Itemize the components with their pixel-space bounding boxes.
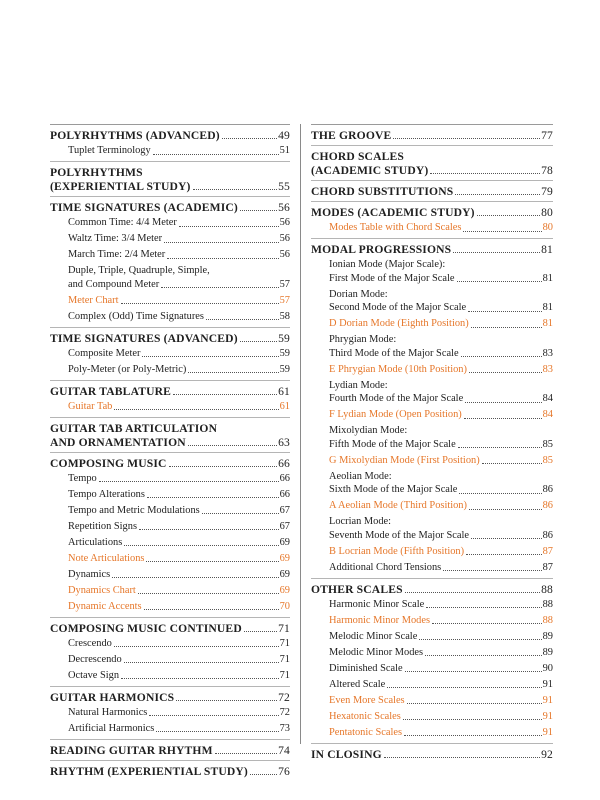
toc-entry[interactable] bbox=[311, 483, 553, 499]
page-number: 61 bbox=[279, 400, 290, 412]
page-number: 81 bbox=[542, 272, 553, 284]
leader-dots bbox=[99, 481, 279, 482]
leader-dots bbox=[443, 570, 541, 571]
page-number: 89 bbox=[542, 630, 553, 642]
toc-entry[interactable] bbox=[311, 646, 553, 662]
toc-entry-title: Harmonic Minor Modes bbox=[329, 614, 431, 626]
toc-section bbox=[311, 238, 553, 578]
toc-entry-title: F Lydian Mode (Open Position) bbox=[329, 409, 462, 420]
page-number: 81 bbox=[542, 318, 553, 329]
page-number: 83 bbox=[542, 347, 553, 359]
leader-dots bbox=[114, 646, 279, 647]
leader-dots bbox=[471, 327, 542, 328]
leader-dots bbox=[405, 592, 540, 593]
toc-entry[interactable] bbox=[50, 347, 290, 363]
toc-entry[interactable] bbox=[311, 678, 553, 694]
toc-entry-title: Natural Harmonics bbox=[68, 706, 148, 718]
toc-entry-line1: Locrian Mode: bbox=[329, 516, 392, 527]
page-number: 71 bbox=[278, 621, 290, 635]
page-number: 70 bbox=[279, 600, 290, 612]
section-heading[interactable] bbox=[50, 690, 290, 706]
section-heading-title: COMPOSING MUSIC CONTINUED bbox=[50, 621, 242, 635]
toc-entry-title: Composite Meter bbox=[68, 347, 141, 359]
page-number: 55 bbox=[278, 180, 290, 193]
page-number: 80 bbox=[541, 206, 553, 219]
section-heading-title: COMPOSING MUSIC bbox=[50, 456, 167, 470]
toc-entry-line1: Mixolydian Mode: bbox=[329, 425, 408, 436]
page-number: 91 bbox=[542, 694, 553, 706]
leader-dots bbox=[114, 409, 278, 410]
leader-dots bbox=[461, 356, 542, 357]
leader-dots bbox=[425, 655, 542, 656]
toc-entry-title: Modes Table with Chord Scales bbox=[329, 222, 462, 233]
toc-entry-title: Common Time: 4/4 Meter bbox=[68, 217, 177, 228]
page-number: 85 bbox=[542, 454, 553, 466]
toc-right-column bbox=[311, 124, 553, 764]
leader-dots bbox=[465, 402, 541, 403]
toc-entry-line1: Ionian Mode (Major Scale): bbox=[329, 259, 446, 270]
toc-section bbox=[50, 452, 290, 617]
section-heading-line1: GUITAR TAB ARTICULATION bbox=[50, 421, 218, 435]
toc-entry-title: Articulations bbox=[68, 536, 123, 548]
toc-entry-title: Guitar Tab bbox=[68, 400, 113, 412]
toc-entry-highlighted[interactable] bbox=[311, 694, 553, 710]
leader-dots bbox=[453, 252, 540, 253]
page-number: 88 bbox=[542, 598, 553, 610]
toc-entry-title: Decrescendo bbox=[68, 653, 122, 665]
toc-entry-title: Harmonic Minor Scale bbox=[329, 598, 425, 610]
page-number: 67 bbox=[279, 504, 290, 516]
section-heading[interactable] bbox=[50, 128, 290, 144]
toc-entry-title: E Phrygian Mode (10th Position) bbox=[329, 363, 467, 375]
toc-entry-title: Fifth Mode of the Major Scale bbox=[329, 438, 456, 450]
toc-entry-highlighted[interactable] bbox=[311, 499, 553, 515]
section-heading[interactable] bbox=[50, 456, 290, 472]
page-number: 74 bbox=[278, 743, 290, 757]
toc-section bbox=[50, 686, 290, 739]
toc-section bbox=[50, 380, 290, 417]
toc-section bbox=[50, 417, 290, 452]
leader-dots bbox=[179, 226, 279, 227]
toc-entry[interactable] bbox=[50, 669, 290, 685]
toc-entry-title: March Time: 2/4 Meter bbox=[68, 249, 166, 260]
page-number: 85 bbox=[542, 438, 553, 450]
page-number: 56 bbox=[278, 201, 290, 214]
toc-entry-title: First Mode of the Major Scale bbox=[329, 272, 455, 284]
leader-dots bbox=[149, 715, 278, 716]
page-number: 69 bbox=[279, 584, 290, 596]
section-heading-title: RHYTHM (EXPERIENTIAL STUDY) bbox=[50, 764, 248, 778]
leader-dots bbox=[112, 577, 278, 578]
page-number: 91 bbox=[542, 710, 553, 722]
toc-entry[interactable] bbox=[311, 529, 553, 545]
leader-dots bbox=[146, 561, 278, 562]
section-heading-title: TIME SIGNATURES (ACADEMIC) bbox=[50, 201, 238, 214]
page-number: 86 bbox=[542, 529, 553, 541]
leader-dots bbox=[455, 194, 540, 195]
toc-entry-line1: Aeolian Mode: bbox=[329, 470, 392, 482]
leader-dots bbox=[419, 639, 541, 640]
toc-entry-title: Tempo bbox=[68, 472, 97, 484]
leader-dots bbox=[124, 662, 279, 663]
page-number: 57 bbox=[279, 294, 290, 306]
section-heading-title: IN CLOSING bbox=[311, 747, 382, 761]
page-number: 58 bbox=[279, 310, 290, 322]
leader-dots bbox=[156, 731, 278, 732]
toc-section bbox=[311, 743, 553, 764]
toc-entry-line1: Dorian Mode: bbox=[329, 288, 388, 300]
section-heading[interactable] bbox=[311, 747, 553, 763]
toc-entry[interactable] bbox=[50, 536, 290, 552]
toc-section bbox=[311, 578, 553, 743]
toc-entry-highlighted[interactable] bbox=[50, 400, 290, 416]
toc-entry-title: Second Mode of the Major Scale bbox=[329, 302, 467, 313]
toc-section bbox=[50, 196, 290, 327]
page-number: 56 bbox=[279, 217, 290, 228]
toc-entry-title: Fourth Mode of the Major Scale bbox=[329, 393, 464, 404]
leader-dots bbox=[384, 757, 540, 758]
toc-entry[interactable] bbox=[311, 392, 553, 408]
page-number: 61 bbox=[278, 384, 290, 398]
leader-dots bbox=[404, 735, 542, 736]
toc-entry-title: Dynamics bbox=[68, 568, 111, 580]
toc-section bbox=[311, 180, 553, 201]
toc-entry-title: Dynamic Accents bbox=[68, 600, 142, 612]
page-number: 63 bbox=[278, 435, 290, 449]
toc-entry-title: Third Mode of the Major Scale bbox=[329, 347, 459, 359]
page-number: 78 bbox=[541, 164, 553, 177]
page-number: 76 bbox=[278, 764, 290, 778]
section-heading[interactable] bbox=[311, 128, 553, 144]
toc-entry[interactable] bbox=[50, 216, 290, 232]
leader-dots bbox=[176, 700, 277, 701]
toc-entry[interactable] bbox=[50, 504, 290, 520]
toc-entry-highlighted[interactable] bbox=[311, 710, 553, 726]
page-number: 71 bbox=[279, 637, 290, 649]
toc-entry-highlighted[interactable] bbox=[311, 221, 553, 237]
toc-entry[interactable] bbox=[50, 637, 290, 653]
page-number: 72 bbox=[279, 706, 290, 718]
leader-dots bbox=[403, 719, 542, 720]
toc-entry-title: Complex (Odd) Time Signatures bbox=[68, 310, 204, 322]
section-heading[interactable] bbox=[50, 179, 290, 195]
toc-entry[interactable] bbox=[50, 722, 290, 738]
toc-entry-title: Poly-Meter (or Poly-Metric) bbox=[68, 363, 187, 375]
toc-entry[interactable] bbox=[50, 232, 290, 248]
leader-dots bbox=[164, 242, 278, 243]
page-number: 81 bbox=[541, 243, 553, 256]
page-number: 80 bbox=[542, 222, 553, 233]
page-number: 88 bbox=[541, 582, 553, 596]
page-number: 86 bbox=[542, 500, 553, 511]
toc-entry[interactable] bbox=[311, 561, 553, 577]
section-heading-title: OTHER SCALES bbox=[311, 582, 403, 596]
page-number: 57 bbox=[279, 278, 290, 290]
section-heading-line1: CHORD SCALES bbox=[311, 150, 404, 163]
toc-entry-title: B Locrian Mode (Fifth Position) bbox=[329, 545, 465, 557]
section-heading-title: CHORD SUBSTITUTIONS bbox=[311, 185, 454, 198]
section-heading[interactable] bbox=[311, 582, 553, 598]
toc-entry-title: Diminished Scale bbox=[329, 662, 403, 674]
toc-left-column bbox=[50, 124, 290, 781]
section-heading-title: (EXPERIENTIAL STUDY) bbox=[50, 180, 191, 193]
toc-entry[interactable] bbox=[50, 653, 290, 669]
toc-section bbox=[50, 161, 290, 196]
leader-dots bbox=[426, 607, 541, 608]
toc-entry[interactable] bbox=[50, 144, 290, 160]
section-heading[interactable] bbox=[50, 621, 290, 637]
toc-entry-line1: Lydian Mode: bbox=[329, 379, 388, 391]
section-heading-title: AND ORNAMENTATION bbox=[50, 435, 186, 449]
leader-dots bbox=[147, 497, 279, 498]
toc-entry-title: Tempo and Metric Modulations bbox=[68, 504, 200, 516]
section-heading-title: (ACADEMIC STUDY) bbox=[311, 164, 429, 177]
section-heading-title: GUITAR TABLATURE bbox=[50, 384, 172, 398]
page-number: 84 bbox=[542, 409, 553, 420]
toc-section bbox=[50, 739, 290, 760]
leader-dots bbox=[466, 554, 542, 555]
leader-dots bbox=[206, 319, 279, 320]
leader-dots bbox=[240, 341, 277, 342]
toc-entry-highlighted[interactable] bbox=[50, 600, 290, 616]
toc-entry-title: A Aeolian Mode (Third Position) bbox=[329, 500, 467, 511]
section-heading-title: MODES (ACADEMIC STUDY) bbox=[311, 206, 475, 219]
leader-dots bbox=[430, 173, 540, 174]
page-number: 79 bbox=[541, 185, 553, 198]
toc-entry-title: Tempo Alterations bbox=[68, 488, 145, 500]
page-number: 92 bbox=[541, 747, 553, 761]
leader-dots bbox=[464, 418, 542, 419]
leader-dots bbox=[167, 258, 278, 259]
toc-entry-highlighted[interactable] bbox=[311, 363, 553, 379]
page-number: 69 bbox=[279, 568, 290, 580]
page-number: 59 bbox=[279, 363, 290, 375]
leader-dots bbox=[161, 287, 278, 288]
section-heading[interactable] bbox=[311, 242, 553, 258]
leader-dots bbox=[387, 687, 541, 688]
leader-dots bbox=[142, 356, 278, 357]
leader-dots bbox=[215, 753, 277, 754]
toc-entry[interactable] bbox=[311, 347, 553, 363]
toc-entry[interactable] bbox=[50, 472, 290, 488]
toc-entry-title: Crescendo bbox=[68, 637, 112, 649]
toc-entry-title: Hexatonic Scales bbox=[329, 710, 401, 722]
leader-dots bbox=[188, 445, 277, 446]
leader-dots bbox=[250, 774, 277, 775]
toc-entry[interactable] bbox=[50, 488, 290, 504]
leader-dots bbox=[153, 154, 279, 155]
leader-dots bbox=[240, 210, 277, 211]
toc-section bbox=[311, 145, 553, 180]
page-number: 56 bbox=[279, 233, 290, 244]
section-heading[interactable] bbox=[311, 205, 553, 221]
section-heading-line1: POLYRHYTHMS bbox=[50, 166, 143, 179]
page-number: 90 bbox=[542, 662, 553, 674]
toc-entry-title: D Dorian Mode (Eighth Position) bbox=[329, 318, 469, 329]
section-heading[interactable] bbox=[50, 743, 290, 759]
toc-entry-title: Seventh Mode of the Major Scale bbox=[329, 529, 469, 541]
leader-dots bbox=[458, 447, 542, 448]
page-number: 77 bbox=[541, 129, 553, 142]
page-number: 83 bbox=[542, 363, 553, 375]
toc-entry-highlighted[interactable] bbox=[50, 294, 290, 310]
leader-dots bbox=[202, 513, 279, 514]
toc-entry-title: Note Articulations bbox=[68, 552, 145, 564]
leader-dots bbox=[468, 311, 542, 312]
page-number: 89 bbox=[542, 646, 553, 658]
page-number: 66 bbox=[278, 456, 290, 470]
page-number: 66 bbox=[279, 472, 290, 484]
toc-entry-title: Melodic Minor Scale bbox=[329, 630, 418, 642]
leader-dots bbox=[193, 189, 278, 190]
page-number: 69 bbox=[279, 552, 290, 564]
page-number: 67 bbox=[279, 520, 290, 532]
toc-entry-title: Sixth Mode of the Major Scale bbox=[329, 484, 458, 495]
toc-entry[interactable] bbox=[50, 278, 290, 294]
section-heading-title: GUITAR HARMONICS bbox=[50, 690, 175, 704]
leader-dots bbox=[173, 394, 277, 395]
toc-section bbox=[311, 124, 553, 145]
toc-entry-title: Dynamics Chart bbox=[68, 584, 136, 596]
page-number: 73 bbox=[279, 722, 290, 734]
toc-entry[interactable] bbox=[50, 310, 290, 326]
section-heading-title: MODAL PROGRESSIONS bbox=[311, 243, 452, 256]
section-heading[interactable] bbox=[311, 184, 553, 200]
leader-dots bbox=[469, 509, 542, 510]
section-heading-title: POLYRHYTHMS (ADVANCED) bbox=[50, 129, 220, 142]
toc-entry[interactable] bbox=[311, 662, 553, 678]
toc-entry[interactable] bbox=[50, 568, 290, 584]
leader-dots bbox=[138, 593, 279, 594]
leader-dots bbox=[244, 631, 277, 632]
toc-entry-title: Octave Sign bbox=[68, 669, 120, 681]
page-number: 81 bbox=[542, 302, 553, 313]
section-heading[interactable] bbox=[50, 435, 290, 451]
page-number: 88 bbox=[542, 614, 553, 626]
toc-entry-title: Even More Scales bbox=[329, 694, 405, 706]
section-heading-title: THE GROOVE bbox=[311, 129, 392, 142]
leader-dots bbox=[405, 671, 542, 672]
leader-dots bbox=[469, 372, 542, 373]
column-divider bbox=[300, 124, 301, 744]
section-heading-title: TIME SIGNATURES (ADVANCED) bbox=[50, 331, 238, 345]
toc-entry-title: Pentatonic Scales bbox=[329, 726, 403, 738]
section-heading[interactable] bbox=[50, 764, 290, 780]
toc-entry[interactable] bbox=[311, 598, 553, 614]
page-number: 49 bbox=[278, 129, 290, 142]
toc-section bbox=[50, 124, 290, 161]
leader-dots bbox=[463, 231, 541, 232]
toc-entry-line1: Phrygian Mode: bbox=[329, 334, 397, 345]
toc-entry-line1: Duple, Triple, Quadruple, Simple, bbox=[68, 265, 210, 276]
toc-entry-title: Repetition Signs bbox=[68, 520, 137, 532]
leader-dots bbox=[459, 493, 541, 494]
page-number: 59 bbox=[278, 331, 290, 345]
toc-entry[interactable] bbox=[311, 630, 553, 646]
leader-dots bbox=[407, 703, 542, 704]
leader-dots bbox=[477, 215, 540, 216]
toc-entry-highlighted[interactable] bbox=[311, 317, 553, 333]
toc-entry-title: and Compound Meter bbox=[68, 278, 160, 290]
leader-dots bbox=[457, 281, 542, 282]
section-heading[interactable] bbox=[50, 384, 290, 400]
section-heading-title: READING GUITAR RHYTHM bbox=[50, 743, 213, 757]
toc-entry[interactable] bbox=[311, 301, 553, 317]
toc-entry-title: Altered Scale bbox=[329, 678, 386, 690]
toc-entry[interactable] bbox=[311, 272, 553, 288]
page-number: 59 bbox=[279, 347, 290, 359]
page-number: 72 bbox=[278, 690, 290, 704]
page-number: 86 bbox=[542, 484, 553, 495]
toc-entry[interactable] bbox=[50, 520, 290, 536]
leader-dots bbox=[121, 303, 279, 304]
leader-dots bbox=[121, 678, 279, 679]
toc-section bbox=[50, 760, 290, 781]
leader-dots bbox=[482, 463, 542, 464]
page-number: 71 bbox=[279, 653, 290, 665]
toc-entry-highlighted[interactable] bbox=[50, 584, 290, 600]
leader-dots bbox=[144, 609, 279, 610]
toc-entry[interactable] bbox=[311, 438, 553, 454]
leader-dots bbox=[139, 529, 279, 530]
toc-section bbox=[311, 201, 553, 238]
toc-entry-highlighted[interactable] bbox=[311, 545, 553, 561]
page-number: 91 bbox=[542, 678, 553, 690]
leader-dots bbox=[169, 466, 278, 467]
toc-entry-title: Melodic Minor Modes bbox=[329, 646, 424, 658]
toc-entry-highlighted[interactable] bbox=[50, 552, 290, 568]
leader-dots bbox=[471, 538, 542, 539]
section-heading[interactable] bbox=[311, 163, 553, 179]
page-number: 87 bbox=[542, 545, 553, 557]
toc-entry-title: Meter Chart bbox=[68, 294, 119, 306]
section-heading[interactable] bbox=[50, 200, 290, 216]
leader-dots bbox=[124, 545, 278, 546]
page-number: 51 bbox=[279, 145, 290, 156]
page-number: 84 bbox=[542, 393, 553, 404]
toc-entry-title: Waltz Time: 3/4 Meter bbox=[68, 233, 163, 244]
section-heading[interactable] bbox=[50, 331, 290, 347]
page-number: 71 bbox=[279, 669, 290, 681]
toc-entry-highlighted[interactable] bbox=[311, 726, 553, 742]
toc-entry-highlighted[interactable] bbox=[311, 614, 553, 630]
toc-entry-title: Tuplet Terminology bbox=[68, 145, 151, 156]
toc-entry-title: Additional Chord Tensions bbox=[329, 561, 442, 573]
page-number: 69 bbox=[279, 536, 290, 548]
toc-entry[interactable] bbox=[50, 363, 290, 379]
leader-dots bbox=[188, 372, 278, 373]
toc-entry-highlighted[interactable] bbox=[311, 454, 553, 470]
page-number: 56 bbox=[279, 249, 290, 260]
leader-dots bbox=[393, 138, 540, 139]
leader-dots bbox=[222, 138, 277, 139]
toc-entry-title: Artificial Harmonics bbox=[68, 722, 155, 734]
toc-section bbox=[50, 617, 290, 686]
toc-section bbox=[50, 327, 290, 380]
toc-entry[interactable] bbox=[50, 248, 290, 264]
page-number: 91 bbox=[542, 726, 553, 738]
toc-entry-highlighted[interactable] bbox=[311, 408, 553, 424]
toc-entry[interactable] bbox=[50, 706, 290, 722]
leader-dots bbox=[432, 623, 542, 624]
toc-entry-title: G Mixolydian Mode (First Position) bbox=[329, 454, 480, 466]
page-number: 87 bbox=[542, 561, 553, 573]
page-number: 66 bbox=[279, 488, 290, 500]
